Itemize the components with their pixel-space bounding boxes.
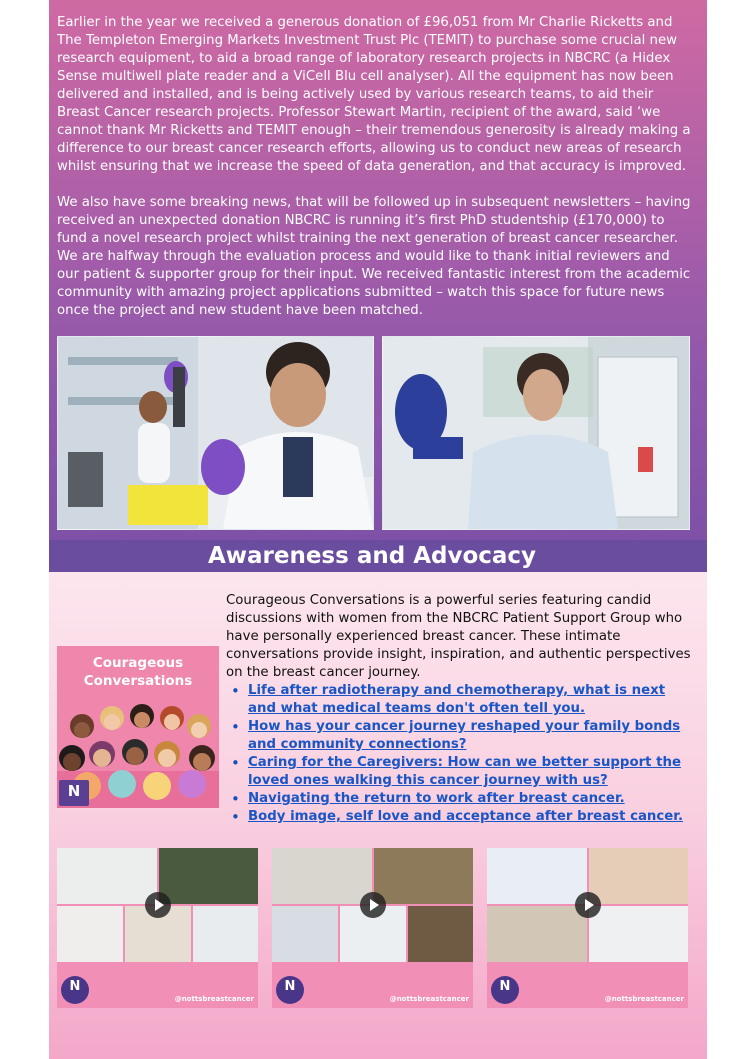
social-handle: @nottsbreastcancer — [174, 995, 254, 1003]
awareness-section — [49, 572, 707, 1059]
research-section — [49, 0, 707, 572]
participant-tile — [57, 848, 157, 904]
conversation-link-3[interactable]: Caring for the Caregivers: How can we better support the loved ones walking this cancer journey with us? — [248, 755, 681, 788]
awareness-intro: Courageous Conversations is a powerful series featuring candid discussions with women from the NBCRC Patient Support Group who have personally experienced breast cancer. These intimate conversations provide insight, inspiration, and authentic perspectives on the breast cancer journey. — [226, 593, 691, 680]
play-icon[interactable] — [575, 892, 601, 918]
participant-tile — [487, 848, 587, 904]
video-thumbnail-2[interactable] — [272, 848, 473, 1008]
list-item — [226, 808, 696, 826]
newsletter-page — [49, 0, 707, 1059]
nbcrc-logo-icon: N — [491, 976, 519, 1004]
video-thumbnail-1[interactable] — [57, 848, 258, 1008]
conversation-links — [226, 682, 696, 826]
list-item — [226, 790, 696, 808]
nbcrc-logo-icon: N — [59, 780, 89, 806]
participant-tile — [159, 848, 258, 904]
courageous-conversations-card — [57, 646, 219, 808]
list-item — [226, 718, 696, 754]
list-item — [226, 682, 696, 718]
participant-tile — [272, 848, 372, 904]
participant-tile — [589, 848, 688, 904]
list-item — [226, 754, 696, 790]
research-paragraph-1: Earlier in the year we received a generous donation of £96,051 from Mr Charlie Ricketts and The Templeton Emerging Markets Investment Trust Plc (TEMIT) to purchase some crucial new research equipment, to aid a broad range of laboratory research projects in NBCRC (a Hidex Sense multiwell plate reader and a ViCell Blu cell analyser). All the equipment has now been delivered and installed, and is being actively used by various research teams, to aid their Breast Cancer research projects. Professor Stewart Martin, recipient of the award, said ‘we cannot thank Mr Ricketts and TEMIT enough – their tremendous generosity is already making a difference to our breast cancer research efforts, allowing us to conduct new areas of research whilst ensuring that we increase the speed of data generation, and that accuracy is improved. — [57, 15, 691, 174]
participant-tile — [589, 906, 688, 962]
participant-tile — [57, 906, 123, 962]
conversation-link-4[interactable]: Navigating the return to work after breast cancer. — [248, 791, 625, 806]
section-title: Awareness and Advocacy — [207, 543, 537, 569]
lab-photo-pipette — [57, 336, 374, 530]
conversation-link-2[interactable]: How has your cancer journey reshaped your family bonds and community connections? — [248, 719, 681, 752]
participant-tile — [374, 848, 473, 904]
nbcrc-logo-icon: N — [61, 976, 89, 1004]
participant-tile — [487, 906, 587, 962]
lab-photo-fume-hood — [382, 336, 690, 530]
video-thumbnail-3[interactable] — [487, 848, 688, 1008]
card-title-line-1: Courageous — [92, 655, 184, 671]
social-handle: @nottsbreastcancer — [389, 995, 469, 1003]
nbcrc-logo-icon: N — [276, 976, 304, 1004]
social-handle: @nottsbreastcancer — [604, 995, 684, 1003]
play-icon[interactable] — [145, 892, 171, 918]
conversation-link-5[interactable]: Body image, self love and acceptance after breast cancer. — [248, 809, 684, 824]
play-icon[interactable] — [360, 892, 386, 918]
participant-tile — [408, 906, 473, 962]
participant-tile — [193, 906, 258, 962]
card-title-line-2: Conversations — [83, 673, 193, 689]
conversation-link-1[interactable]: Life after radiotherapy and chemotherapy, what is next and what medical teams don't often tell you. — [248, 683, 666, 716]
participant-tile — [272, 906, 338, 962]
research-paragraph-2: We also have some breaking news, that will be followed up in subsequent newsletters – having received an unexpected donation NBCRC is running it’s first PhD studentship (£170,000) to fund a novel research project whilst training the next generation of breast cancer researcher. We are halfway through the evaluation process and would like to thank initial reviewers and our patient & supporter group for their input. We received fantastic interest from the academic community with amazing project applications submitted – watch this space for future news once the project and new student have been matched. — [57, 195, 691, 318]
